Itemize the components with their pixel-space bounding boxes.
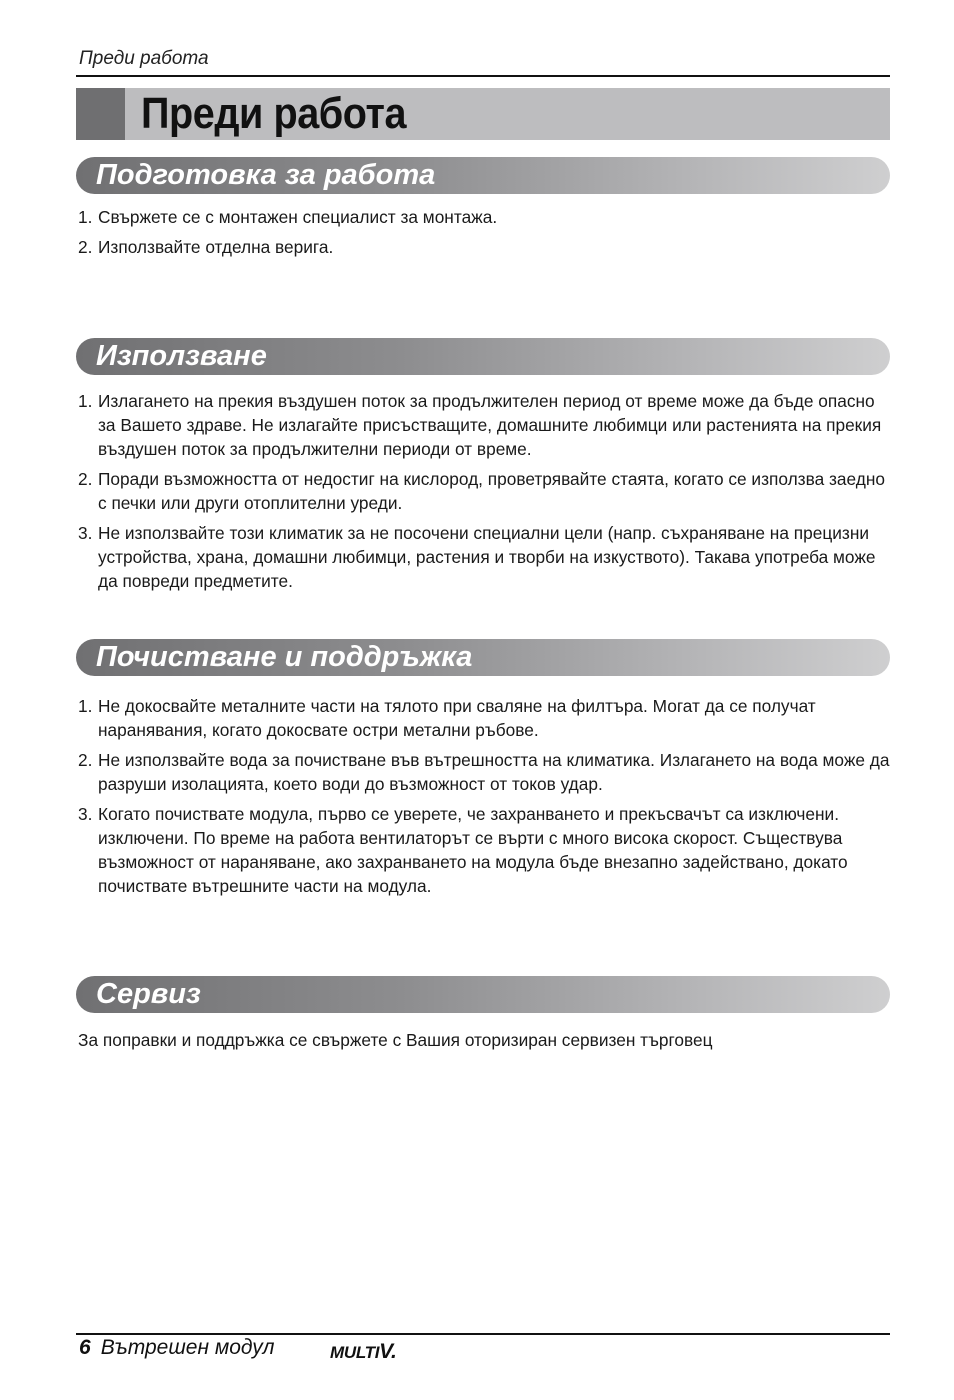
running-header: Преди работа xyxy=(79,48,209,69)
item-text: Излагането на прекия въздушен поток за продължителен период от време може да бъде опасно за Вашето здраве. Не излагайте присъстващите, домашните любимци или растенията на прекия въздушен поток за продължителни периоди от време. xyxy=(98,391,882,459)
brand-v: V. xyxy=(379,1340,397,1363)
section-title: Почистване и поддръжка xyxy=(96,641,473,673)
item-number: 3. xyxy=(78,523,93,543)
preparation-list xyxy=(78,205,890,265)
item-text: Свържете се с монтажен специалист за монтажа. xyxy=(98,207,498,227)
title-bar xyxy=(76,88,890,140)
list-item xyxy=(78,694,890,742)
item-text: Не използвайте този климатик за не посочени специални цели (напр. съхраняване на прецизни устройства, храна, домашни любимци, растения и творби на изкуството). Такава употреба може да повреди предметите. xyxy=(98,523,876,591)
page-number: 6 xyxy=(79,1336,91,1359)
top-rule xyxy=(76,75,890,77)
list-item xyxy=(78,205,890,229)
section-bar-cleaning xyxy=(76,639,890,676)
section-bar-usage xyxy=(76,338,890,375)
list-item xyxy=(78,467,890,515)
brand-logo xyxy=(330,1340,397,1364)
service-text: За поправки и поддръжка се свържете с Вашия оторизиран сервизен търговец xyxy=(78,1030,713,1050)
item-number: 3. xyxy=(78,804,93,824)
title-block xyxy=(76,88,125,140)
item-text: Не използвайте вода за почистване във вътрешността на климатика. Излагането на вода може да разруши изолацията, което води до възможност от токов удар. xyxy=(98,750,890,794)
list-item xyxy=(78,748,890,796)
list-item xyxy=(78,802,890,898)
section-title: Сервиз xyxy=(96,978,201,1010)
list-item xyxy=(78,235,890,259)
page-title: Преди работа xyxy=(141,89,407,138)
section-bar-service xyxy=(76,976,890,1013)
item-number: 2. xyxy=(78,469,93,489)
item-number: 2. xyxy=(78,750,93,770)
usage-list xyxy=(78,389,890,599)
bottom-rule xyxy=(76,1333,890,1335)
cleaning-list xyxy=(78,694,890,904)
list-item xyxy=(78,521,890,593)
item-text: Когато почиствате модула, първо се уверете, че захранването и прекъсвачът са изключени. изключени. По време на работа вентилаторът се върти с много висока скорост. Съществува възможност от нараняване, ако захранването на модула бъде внезапно задействано, докато почиствате вътрешните части на модула. xyxy=(98,804,848,896)
list-item xyxy=(78,389,890,461)
section-bar-preparation xyxy=(76,157,890,194)
item-number: 1. xyxy=(78,391,93,411)
section-title: Подготовка за работа xyxy=(96,159,436,191)
footer xyxy=(79,1336,274,1360)
item-text: Поради възможността от недостиг на кислород, проветрявайте стаята, когато се използва заедно с печки или други отоплителни уреди. xyxy=(98,469,886,513)
brand-text: MULTI xyxy=(330,1343,380,1362)
item-number: 2. xyxy=(78,237,93,257)
item-text: Не докосвайте металните части на тялото при сваляне на филтъра. Могат да се получат наранявания, когато докосвате остри метални ръбове. xyxy=(98,696,816,740)
item-number: 1. xyxy=(78,696,93,716)
item-number: 1. xyxy=(78,207,93,227)
footer-label: Вътрешен модул xyxy=(100,1336,275,1359)
section-title: Използване xyxy=(96,340,267,372)
item-text: Използвайте отделна верига. xyxy=(98,237,334,257)
